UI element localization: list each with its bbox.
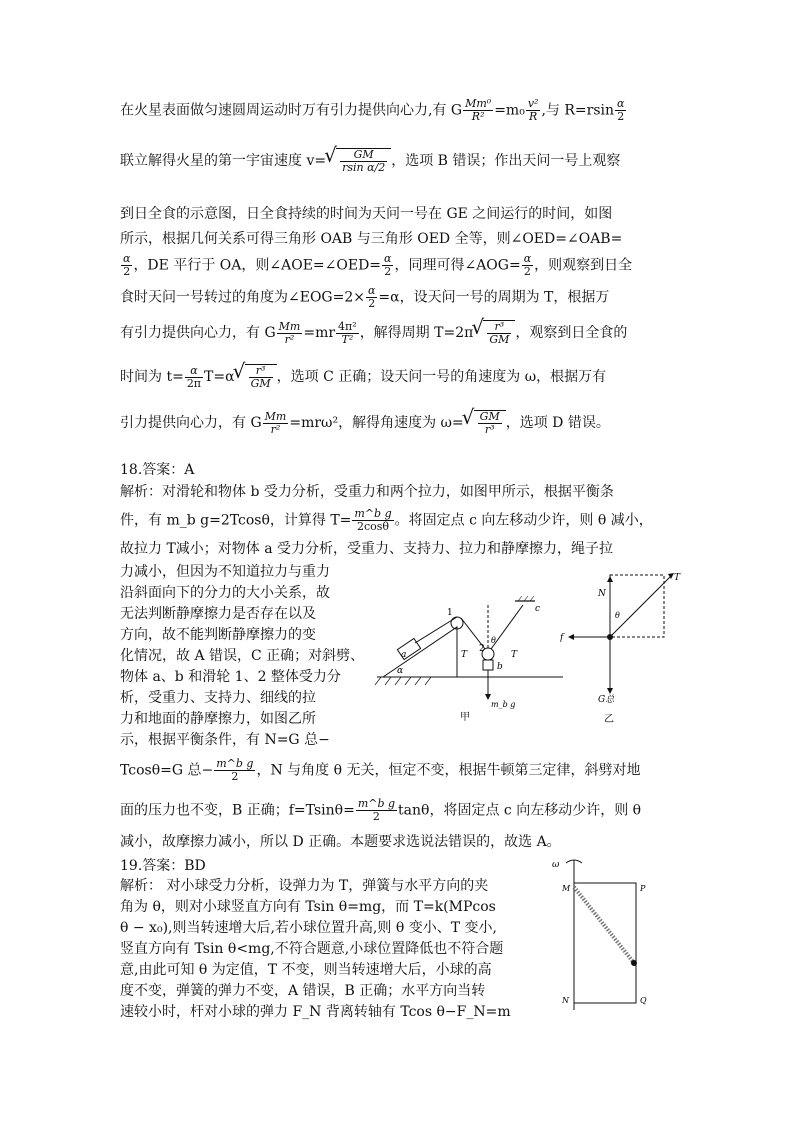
text-line: 所示，根据几何关系可得三角形 OAB 与三角形 OED 全等，则∠OED=∠OAB= <box>120 231 623 247</box>
svg-text:θ: θ <box>491 636 496 645</box>
rope <box>415 617 457 643</box>
text-line: 时间为 t= $\frac{\alpha}{2\pi}$ T=α √ $\frac{\text{r³}}{GM}$ ，选项 C 正确；设天问一号的角速度为 ω，根据万有 <box>120 364 606 390</box>
frame <box>574 883 636 1003</box>
text: 在火星表面做匀速圆周运动时万有引力提供向心力,有 G <box>120 102 463 119</box>
svg-text:P: P <box>640 884 646 893</box>
svg-text:α: α <box>397 666 404 676</box>
text-line: $\frac{\alpha}{2}$ ，DE 平行于 OA，则∠AOE=∠OED= $\frac{\alpha}{2}$ ，同理可得∠AOG= $\frac{\alpha}{2}$ ，则观察到日全 <box>123 252 633 278</box>
ball <box>631 960 637 966</box>
fraction: $\frac{\text{Mm⁰}}{\text{R²}}$ <box>465 97 492 123</box>
block-b <box>483 660 493 670</box>
svg-text:甲: 甲 <box>460 712 470 723</box>
figure-yi <box>560 570 690 725</box>
wrapped-text-block: 解析： 对小球受力分析，设弹力为 T，弹簧与水平方向的夹 角为 θ，则对小球竖直方向有 Tsin θ=mg，而 T=k(MPcos θ − x₀),则当转速增大后,若小球位置升高,则 θ 变小、T 变小, 竖直方向有 Tsin θ<mg,不符合题意,小球位置降低也不符合题 意,由此可知 θ 为定值，T 不变，则当转速增大后，小球的高 度不变，弹簧的弹力不变，A 错误，B 正确；水平方向当转 速较小时，杆对小球的弹力 F_N 背离转轴有 Tcos θ−F_N=m <box>120 878 511 1020</box>
wrapped-text-block: 力减小，但因为不知道拉力与重力 沿斜面向下的分力的大小关系，故 无法判断静摩擦力是否存在以及 方向，故不能判断静摩擦力的变 化情况，故 A 错误，C 正确；对斜劈、 物体 a、b 和滑轮 1、2 整体受力分 析，受重力、支持力、细线的拉 力和地面的静摩擦力，如图乙所 示，根据平衡条件，有 N=G 总− <box>120 564 365 748</box>
svg-text:T: T <box>674 573 681 583</box>
svg-text:T: T <box>511 650 518 660</box>
text-line: 故拉力 T减小；对物体 a 受力分析，受重力、支持力、拉力和静摩擦力，绳子拉 <box>120 541 614 557</box>
wedge <box>383 627 457 677</box>
svg-text:G总: G总 <box>598 695 615 705</box>
svg-text:m_b g: m_b g <box>491 700 516 709</box>
svg-text:M: M <box>562 884 571 893</box>
figure-jia <box>375 585 565 725</box>
svg-text:c: c <box>535 604 541 614</box>
svg-text:b: b <box>497 662 503 672</box>
answer-heading: 19.答案：BD <box>120 858 206 874</box>
text-line: 食时天问一号转过的角度为∠EOG=2× $\frac{\alpha}{2}$ =α，设天问一号的周期为 T，根据万 <box>120 284 610 310</box>
svg-text:乙: 乙 <box>604 714 614 725</box>
text-line: 有引力提供向心力，有 G $\frac{Mm}{\text{r²}}$ =mr $\frac{\text{4π²}}{\text{T²}}$ ，解得周期 T=2π √ $\frac{\text{r³}}{GM}$ ，观察到日全食的 <box>120 320 627 346</box>
text-line: 到日全食的示意图，日全食持续的时间为天问一号在 GE 之间运行的时间，如图 <box>120 206 613 222</box>
text-line: 联立解得火星的第一宇宙速度 v= √ $\frac{GM}{\text{rsin α/2}}$ ，选项 B 错误；作出天问一号上观察 <box>120 148 620 174</box>
svg-text:1: 1 <box>447 608 453 618</box>
text-line: 件，有 m_b g=2Tcosθ，计算得 T= $\frac{\text{m\textasciicircum{}b g}}{2\cos\theta}$ 。将固定点 c 向左移动少许，则 θ 减小， <box>120 507 653 533</box>
svg-text:T: T <box>461 650 468 660</box>
ground-hatch <box>375 677 431 685</box>
text-line: 引力提供向心力，有 G $\frac{Mm}{\text{r²}}$ =mrω²，解得角速度为 ω= √ $\frac{GM}{\text{r³}}$ ，选项 D 错误。 <box>120 410 610 436</box>
text-line: 在火星表面做匀速圆周运动时万有引力提供向心力,有 G $\frac{\text{Mm⁰}}{\text{R²}}$ =m₀ $\frac{\text{v²}}{R}$ ,与 R=rsin $\frac{\alpha}{2}$ <box>120 97 625 123</box>
svg-text:N: N <box>562 996 569 1005</box>
tension-arrow <box>610 575 672 637</box>
spring <box>574 887 634 963</box>
svg-text:ω: ω <box>552 860 560 870</box>
svg-text:θ: θ <box>615 611 620 620</box>
text-line: 减小，故摩擦力减小，所以 D 正确。本题要求选说法错误的，故选 A。 <box>120 834 561 850</box>
svg-text:N: N <box>598 589 606 599</box>
sqrt-expression: √ $\frac{GM}{\text{rsin α/2}}$ <box>336 148 391 174</box>
text-line: 面的压力也不变，B 正确；f=Tsinθ= $\frac{\text{m\textasciicircum{}b g}}{2}$ tanθ，将固定点 c 向左移动少许，则 θ <box>120 797 642 823</box>
svg-text:2: 2 <box>479 644 485 654</box>
svg-text:a: a <box>401 650 407 660</box>
answer-heading: 18.答案：A <box>120 462 195 478</box>
text-line: 解析：对滑轮和物体 b 受力分析，受重力和两个拉力，如图甲所示，根据平衡条 <box>120 484 614 500</box>
svg-text:Q: Q <box>640 996 647 1005</box>
figure-q19 <box>548 855 668 1015</box>
text-line: Tcosθ=G 总− $\frac{\text{m\textasciicircum{}b g}}{2}$ ，N 与角度 θ 无关，恒定不变，根据牛顿第三定律，斜劈对地 <box>120 757 641 783</box>
svg-text:f: f <box>560 633 564 643</box>
